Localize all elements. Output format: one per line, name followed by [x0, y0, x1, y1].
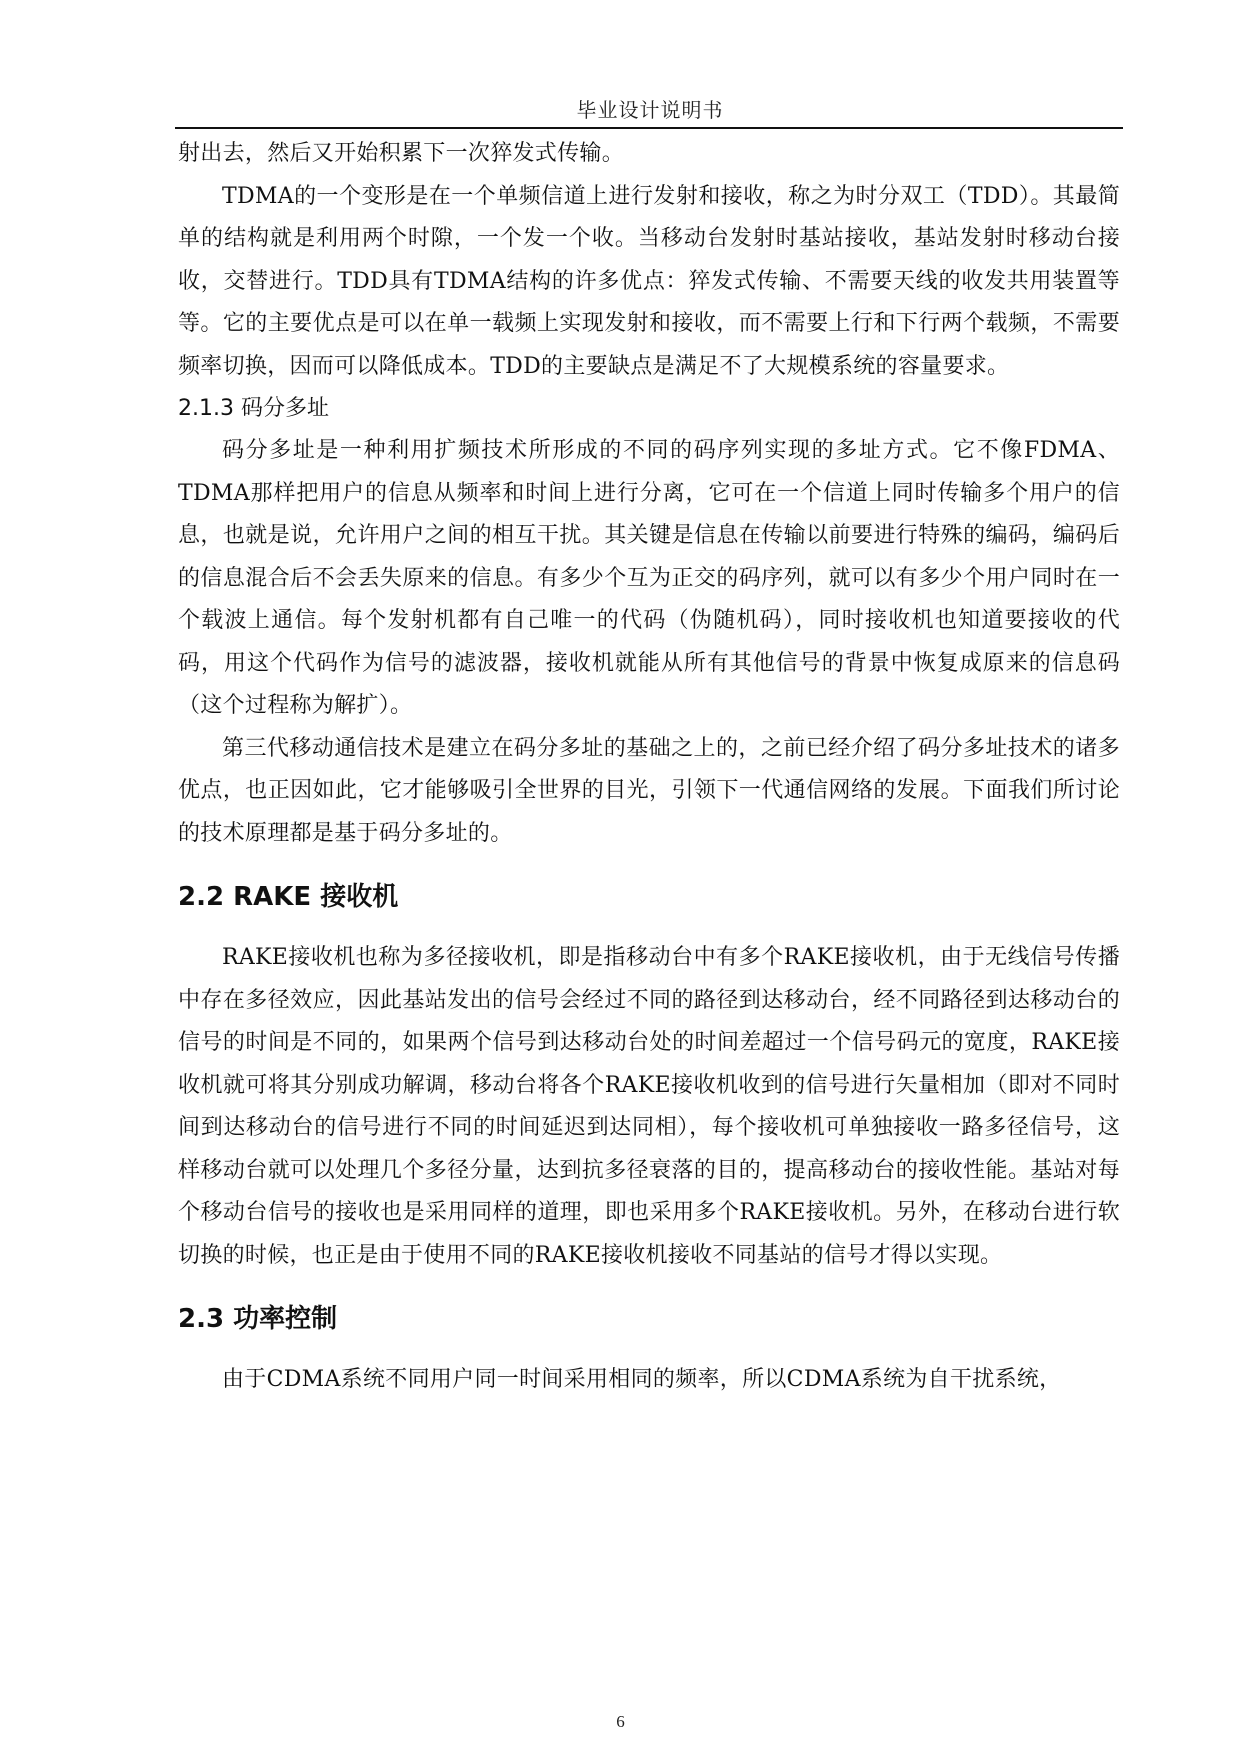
- paragraph-cdma-3g: 第三代移动通信技术是建立在码分多址的基础之上的，之前已经介绍了码分多址技术的诸多优点，也正因如此，它才能够吸引全世界的目光，引领下一代通信网络的发展。下面我们所讨论的技术原理都是基于码分多址的。: [178, 735, 1120, 846]
- paragraph-rake: RAKE接收机也称为多径接收机，即是指移动台中有多个RAKE接收机，由于无线信号传播中存在多径效应，因此基站发出的信号会经过不同的路径到达移动台，经不同路径到达移动台的信号的时间是不同的，如果两个信号到达移动台处的时间差超过一个信号码元的宽度，RAKE接收机就可将其分别成功解调，移动台将各个RAKE接收机收到的信号进行矢量相加（即对不同时间到达移动台的信号进行不同的时间延迟到达同相），每个接收机可单独接收一路多径信号，这样移动台就可以处理几个多径分量，达到抗多径衰落的目的，提高移动台的接收性能。基站对每个移动台信号的接收也是采用同样的道理，即也采用多个RAKE接收机。另外，在移动台进行软切换的时候，也正是由于使用不同的RAKE接收机接收不同基站的信号才得以实现。: [178, 945, 1120, 1268]
- paragraph-tdd: TDMA的一个变形是在一个单频信道上进行发射和接收，称之为时分双工（TDD）。其最简单的结构就是利用两个时隙，一个发一个收。当移动台发射时基站接收，基站发射时移动台接收，交替进行。TDD具有TDMA结构的许多优点：猝发式传输、不需要天线的收发共用装置等等。它的主要优点是可以在单一载频上实现发射和接收，而不需要上行和下行两个载频，不需要频率切换，因而可以降低成本。TDD的主要缺点是满足不了大规模系统的容量要求。: [178, 183, 1120, 379]
- section-heading-power-control: 2.3 功率控制: [178, 1304, 338, 1334]
- paragraph-power-control: 由于CDMA系统不同用户同一时间采用相同的频率，所以CDMA系统为自干扰系统，: [222, 1367, 1062, 1392]
- page-body: [178, 133, 1120, 1402]
- section-heading-rake: 2.2 RAKE 接收机: [178, 882, 399, 912]
- paragraph-cdma-intro: 码分多址是一种利用扩频技术所形成的不同的码序列实现的多址方式。它不像FDMA、TDMA那样把用户的信息从频率和时间上进行分离，它可在一个信道上同时传输多个用户的信息，也就是说，允许用户之间的相互干扰。其关键是信息在传输以前要进行特殊的编码，编码后的信息混合后不会丢失原来的信息。有多少个互为正交的码序列，就可以有多少个用户同时在一个载波上通信。每个发射机都有自己唯一的代码（伪随机码），同时接收机也知道要接收的代码，用这个代码作为信号的滤波器，接收机就能从所有其他信号的背景中恢复成原来的信息码（这个过程称为解扩）。: [178, 438, 1120, 718]
- header-rule: [175, 127, 1123, 129]
- subsection-heading-cdma: 2.1.3 码分多址: [178, 396, 329, 421]
- paragraph-continuation: 射出去，然后又开始积累下一次猝发式传输。: [178, 141, 625, 166]
- page-header-title: 毕业设计说明书: [576, 98, 724, 122]
- page-number: 6: [616, 1712, 625, 1731]
